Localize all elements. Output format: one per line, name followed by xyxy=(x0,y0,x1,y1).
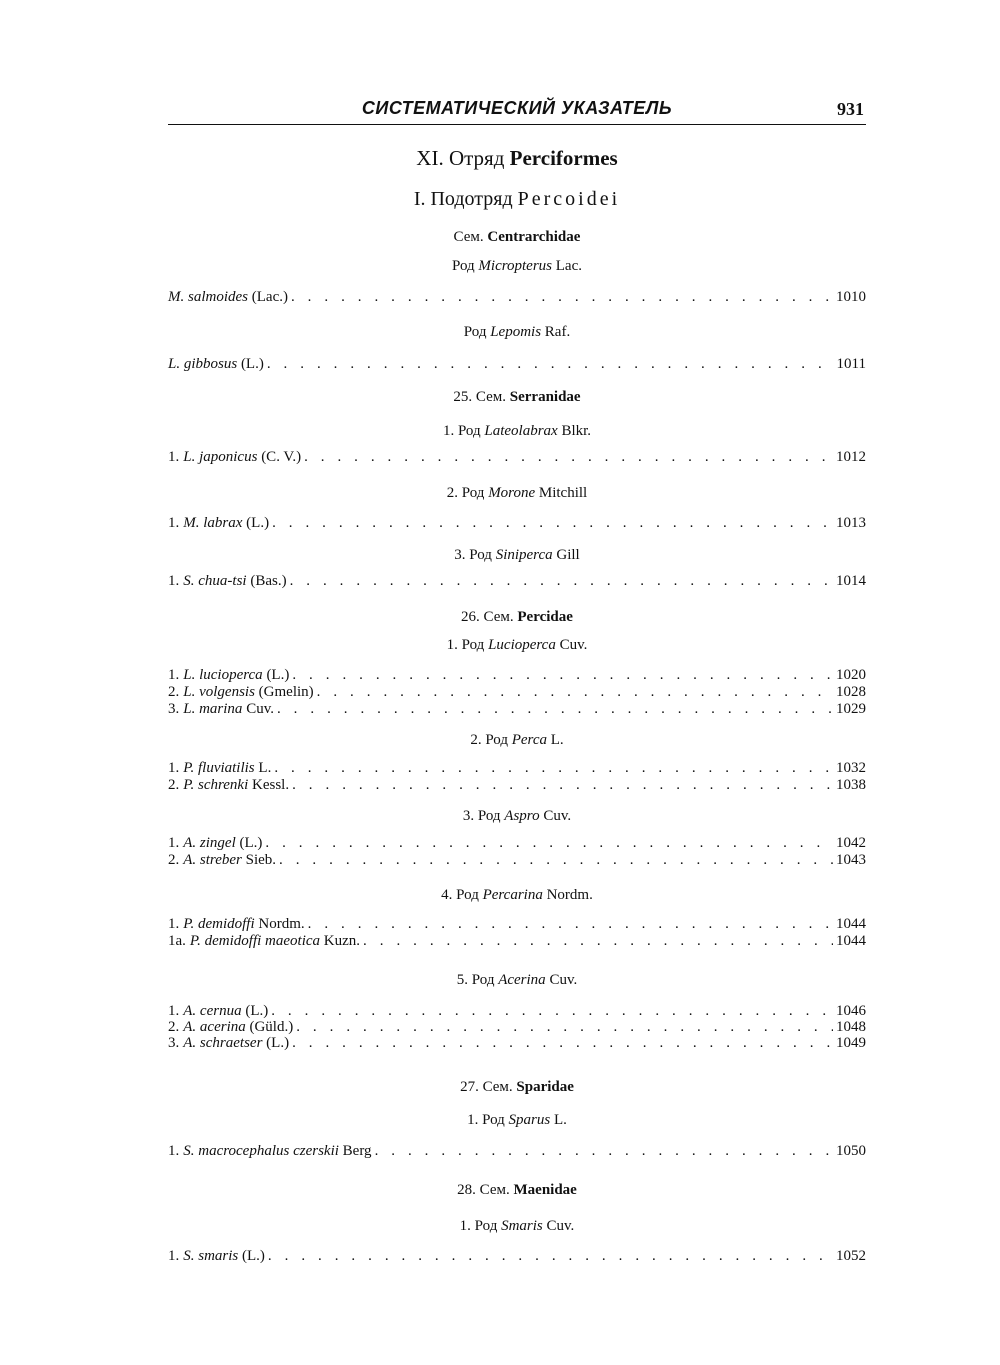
page-ref: 1032 xyxy=(836,760,866,776)
leader-dots xyxy=(291,288,833,306)
page-ref: 1044 xyxy=(836,933,866,949)
index-entry: 1. L. japonicus (C. V.) . . . 1012 xyxy=(168,448,866,466)
leader-dots xyxy=(304,448,833,466)
page-ref: 1048 xyxy=(836,1019,866,1035)
leader-dots xyxy=(292,1034,833,1052)
running-title: СИСТЕМАТИЧЕСКИЙ УКАЗАТЕЛЬ xyxy=(361,98,673,118)
family-heading-centrarchidae: Сем. Centrarchidae xyxy=(453,229,581,245)
order-name: Perciformes xyxy=(509,146,618,170)
genus-heading-morone: 2. Род Morone Mitchill xyxy=(446,485,588,501)
leader-dots xyxy=(292,666,833,684)
genus-heading-perca: 2. Род Perca L. xyxy=(470,732,564,748)
running-header xyxy=(168,96,866,125)
page-ref: 1028 xyxy=(836,684,866,700)
index-entry: 2. A. streber Sieb. . . . 1043 xyxy=(168,851,866,869)
genus-heading-micropterus: Род Micropterus Lac. xyxy=(451,258,582,274)
family-heading-maenidae: 28. Сем. Maenidae xyxy=(457,1182,577,1198)
page-ref: 1042 xyxy=(836,835,866,851)
page-ref: 1044 xyxy=(836,916,866,932)
order-heading xyxy=(168,146,866,171)
page-ref: 1052 xyxy=(836,1248,866,1264)
page-ref: 1010 xyxy=(836,289,866,305)
leader-dots xyxy=(317,683,833,701)
index-entry: 1. S. smaris (L.) . . . 1052 xyxy=(168,1247,866,1265)
family-heading-sparidae: 27. Сем. Sparidae xyxy=(460,1079,574,1095)
genus-heading-acerina: 5. Род Acerina Cuv. xyxy=(456,972,578,988)
index-entry: M. salmoides (Lac.) . . . 1010 xyxy=(168,288,866,306)
index-entry: 1. S. chua-tsi (Bas.) . . . 1014 xyxy=(168,572,866,590)
page-ref: 1043 xyxy=(836,852,866,868)
genus-heading-aspro: 3. Род Aspro Cuv. xyxy=(462,808,572,824)
genus-heading-lateolabrax: 1. Род Lateolabrax Blkr. xyxy=(442,423,592,439)
page-ref: 1020 xyxy=(836,667,866,683)
index-entry: L. gibbosus (L.) . . . 1011 xyxy=(168,355,866,373)
suborder-heading xyxy=(168,188,866,211)
leader-dots xyxy=(265,834,833,852)
leader-dots xyxy=(267,355,834,373)
page-ref: 1013 xyxy=(836,515,866,531)
order-prefix: XI. Отряд xyxy=(416,146,505,170)
page-ref: 1050 xyxy=(836,1143,866,1159)
family-heading-serranidae: 25. Сем. Serranidae xyxy=(453,389,581,405)
genus-heading-lepomis: Род Lepomis Raf. xyxy=(463,324,571,340)
leader-dots xyxy=(272,514,833,532)
family-heading-percidae: 26. Сем. Percidae xyxy=(461,609,573,625)
leader-dots xyxy=(308,915,833,933)
leader-dots xyxy=(277,700,833,718)
index-entry: 1. M. labrax (L.) . . . 1013 xyxy=(168,514,866,532)
genus-heading-lucioperca: 1. Род Lucioperca Cuv. xyxy=(446,637,588,653)
genus-heading-percarina: 4. Род Percarina Nordm. xyxy=(441,887,593,903)
index-entry: 1. P. fluviatilis L. . . . 1032 xyxy=(168,759,866,777)
page-ref: 1014 xyxy=(836,573,866,589)
leader-dots xyxy=(290,572,833,590)
index-entry: 2. L. volgensis (Gmelin) . . . 1028 xyxy=(168,683,866,701)
page-number: 931 xyxy=(837,99,864,119)
leader-dots xyxy=(279,851,833,869)
page-ref: 1029 xyxy=(836,701,866,717)
index-entry: 1. A. cernua (L.) . . . 1046 xyxy=(168,1002,866,1020)
index-entry: 1. L. lucioperca (L.) . . . 1020 xyxy=(168,666,866,684)
index-entry: 1a. P. demidoffi maeotica Kuzn. . . . 1044 xyxy=(168,932,866,950)
page-ref: 1038 xyxy=(836,777,866,793)
index-entry: 3. L. marina Cuv. . . . 1029 xyxy=(168,700,866,718)
index-entry: 2. P. schrenki Kessl. . . . 1038 xyxy=(168,776,866,794)
leader-dots xyxy=(375,1142,833,1160)
genus-heading-sparus: 1. Род Sparus L. xyxy=(467,1112,567,1128)
genus-heading-siniperca: 3. Род Siniperca Gill xyxy=(454,547,580,563)
genus-heading-smaris: 1. Род Smaris Cuv. xyxy=(459,1218,575,1234)
leader-dots xyxy=(292,776,833,794)
suborder-prefix: I. Подотряд xyxy=(413,188,513,210)
page-ref: 1046 xyxy=(836,1003,866,1019)
index-entry: 3. A. schraetser (L.) . . . 1049 xyxy=(168,1034,866,1052)
index-entry: 1. P. demidoffi Nordm. . . . 1044 xyxy=(168,915,866,933)
leader-dots xyxy=(268,1247,833,1265)
page-ref: 1049 xyxy=(836,1035,866,1051)
leader-dots xyxy=(274,759,833,777)
page-ref: 1011 xyxy=(836,356,866,372)
leader-dots xyxy=(363,932,833,950)
page-ref: 1012 xyxy=(836,449,866,465)
suborder-name: Percoidei xyxy=(517,188,621,210)
index-entry: 2. A. acerina (Güld.) . . . 1048 xyxy=(168,1018,866,1036)
index-entry: 1. S. macrocephalus czerskii Berg . . . 1050 xyxy=(168,1142,866,1160)
index-entry: 1. A. zingel (L.) . . . 1042 xyxy=(168,834,866,852)
